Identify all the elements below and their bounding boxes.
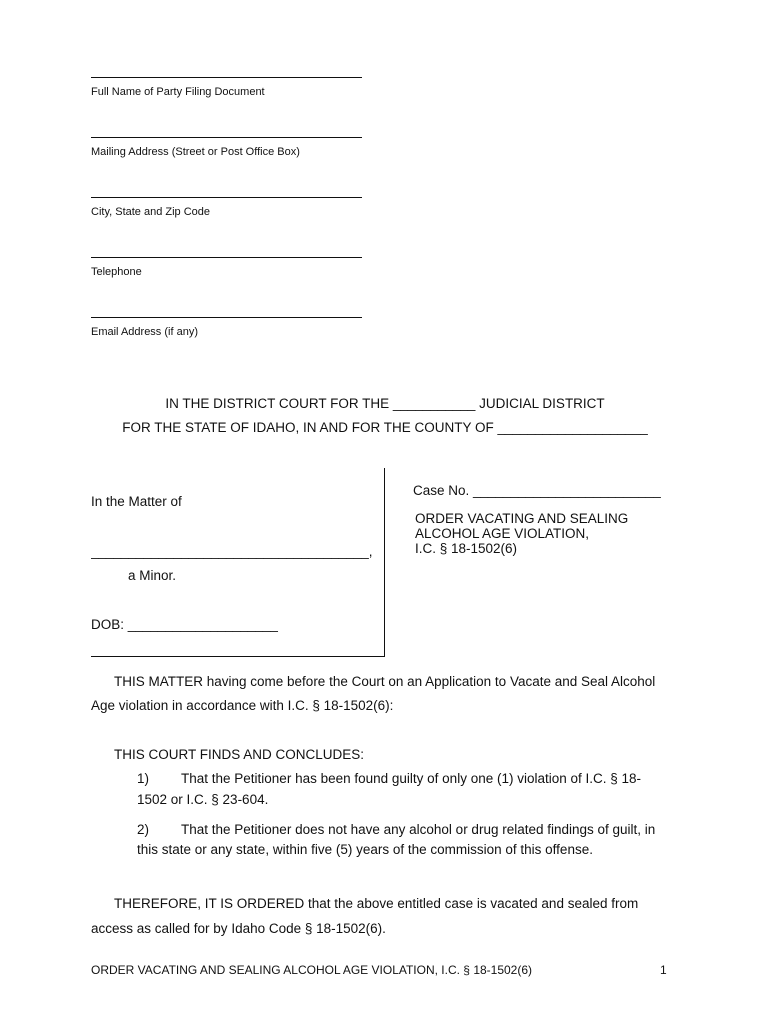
minor-name-blank[interactable]: _____________________________________, [91, 544, 373, 559]
caption-divider [384, 468, 385, 656]
case-number-field[interactable]: Case No. _________________________ [413, 483, 661, 498]
finding-2-line1: That the Petitioner does not have any alcohol or drug related findings of guilt, in [181, 822, 656, 837]
finding-2-number: 2) [137, 822, 150, 837]
intro-line2: Age violation in accordance with I.C. § 18-1502(6): [91, 698, 394, 713]
order-line2: access as called for by Idaho Code § 18-1502(6). [91, 921, 386, 936]
finding-1-number: 1) [137, 771, 150, 786]
city-label: City, State and Zip Code [91, 206, 211, 218]
order-line1: THEREFORE, IT IS ORDERED that the above entitled case is vacated and sealed from [114, 896, 639, 911]
phone-label: Telephone [91, 266, 142, 278]
document-title-line3: I.C. § 18-1502(6) [415, 541, 518, 556]
finding-1-line1: That the Petitioner has been found guilty of only one (1) violation of I.C. § 18- [181, 771, 642, 786]
email-label: Email Address (if any) [91, 326, 198, 338]
finding-1-line2: 1502 or I.C. § 23-604. [137, 792, 269, 807]
city-blank-line[interactable] [91, 197, 362, 198]
minor-label: a Minor. [128, 568, 177, 583]
page-number: 1 [660, 963, 667, 977]
address-blank-line[interactable] [91, 137, 362, 138]
phone-blank-line[interactable] [91, 257, 362, 258]
court-header-line2: FOR THE STATE OF IDAHO, IN AND FOR THE COUNTY OF ____________________ [122, 420, 648, 435]
finding-2-line2: this state or any state, within five (5) years of the commission of this offense. [137, 842, 593, 857]
email-blank-line[interactable] [91, 317, 362, 318]
name-blank-line[interactable] [91, 77, 362, 78]
findings-heading: THIS COURT FINDS AND CONCLUDES: [114, 747, 365, 762]
intro-line1: THIS MATTER having come before the Court on an Application to Vacate and Seal Alcohol [114, 674, 656, 689]
document-title-line2: ALCOHOL AGE VIOLATION, [415, 526, 590, 541]
court-header-line1: IN THE DISTRICT COURT FOR THE ___________ JUDICIAL DISTRICT [165, 396, 605, 411]
dob-field[interactable]: DOB: ____________________ [91, 617, 278, 632]
address-label: Mailing Address (Street or Post Office Box) [91, 146, 300, 158]
in-the-matter-label: In the Matter of [91, 494, 182, 509]
name-label: Full Name of Party Filing Document [91, 86, 265, 98]
footer-title: ORDER VACATING AND SEALING ALCOHOL AGE VIOLATION, I.C. § 18-1502(6) [91, 963, 533, 977]
document-title-line1: ORDER VACATING AND SEALING [415, 511, 629, 526]
caption-bottom-line [91, 656, 385, 657]
